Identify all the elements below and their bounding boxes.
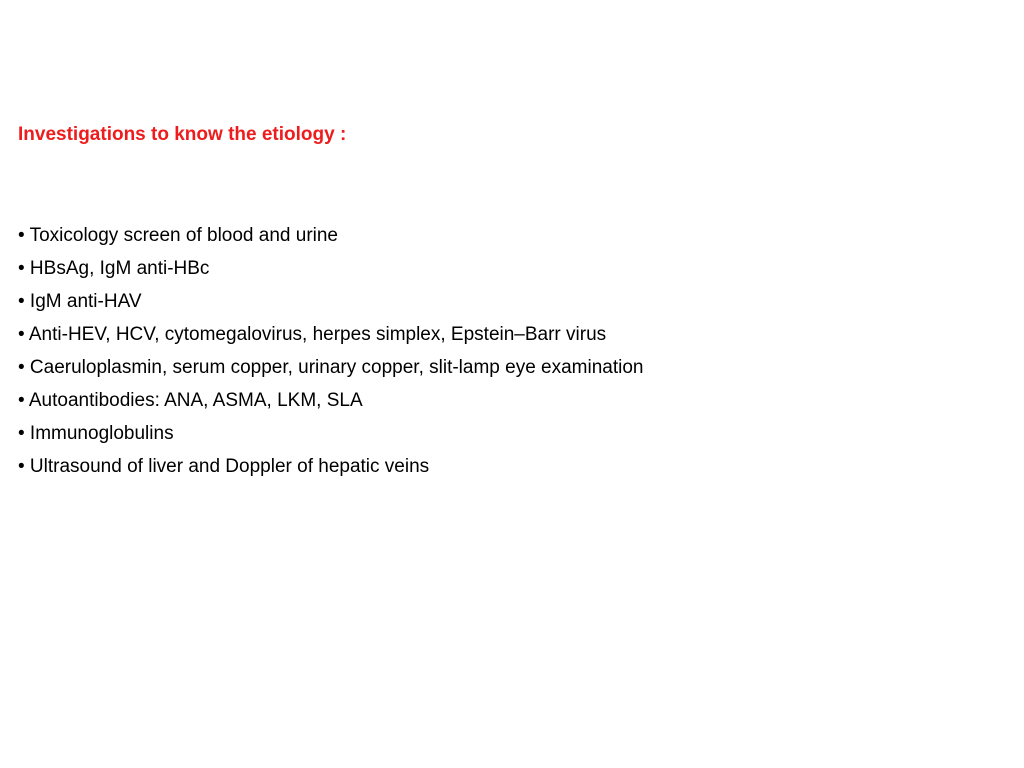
list-item-copper-studies: • Caeruloplasmin, serum copper, urinary copper, slit-lamp eye examination — [18, 357, 644, 378]
slide-heading: Investigations to know the etiology : — [18, 124, 347, 145]
list-item-ultrasound: • Ultrasound of liver and Doppler of hepatic veins — [18, 456, 430, 477]
list-item-viral-serology: • Anti-HEV, HCV, cytomegalovirus, herpes simplex, Epstein–Barr virus — [18, 324, 607, 345]
list-item-immunoglobulins: • Immunoglobulins — [18, 423, 174, 444]
list-item-hepatitis-b: • HBsAg, IgM anti-HBc — [18, 258, 210, 279]
investigation-list — [18, 219, 678, 483]
list-item-toxicology: • Toxicology screen of blood and urine — [18, 225, 339, 246]
list-item-hepatitis-a: • IgM anti-HAV — [18, 291, 142, 312]
list-item-autoantibodies: • Autoantibodies: ANA, ASMA, LKM, SLA — [18, 390, 363, 411]
